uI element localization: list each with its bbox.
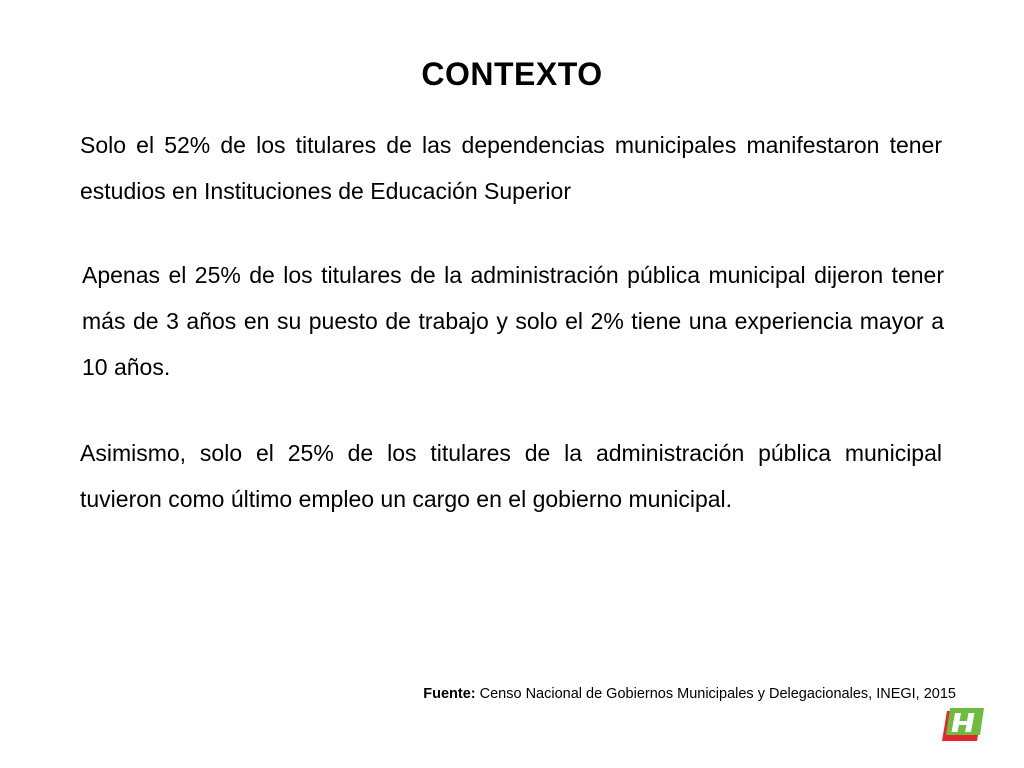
paragraph-last-job: Asimismo, solo el 25% de los titulares de la administración pública municipal tuvieron como último empleo un cargo en el gobierno municipal. [80,440,942,512]
h-logo-icon [942,705,984,743]
paragraph-tenure: Apenas el 25% de los titulares de la administración pública municipal dijeron tener más de 3 años en su puesto de trabajo y solo el 2% tiene una experiencia mayor a 10 años. [82,262,944,380]
slide-title: CONTEXTO [421,56,603,92]
source-label: Fuente: [423,686,476,702]
source-citation [423,686,956,702]
source-text: Censo Nacional de Gobiernos Municipales y Delegacionales, INEGI, 2015 [475,686,956,702]
paragraph-education: Solo el 52% de los titulares de las dependencias municipales manifestaron tener estudios en Instituciones de Educación Superior [80,132,942,204]
